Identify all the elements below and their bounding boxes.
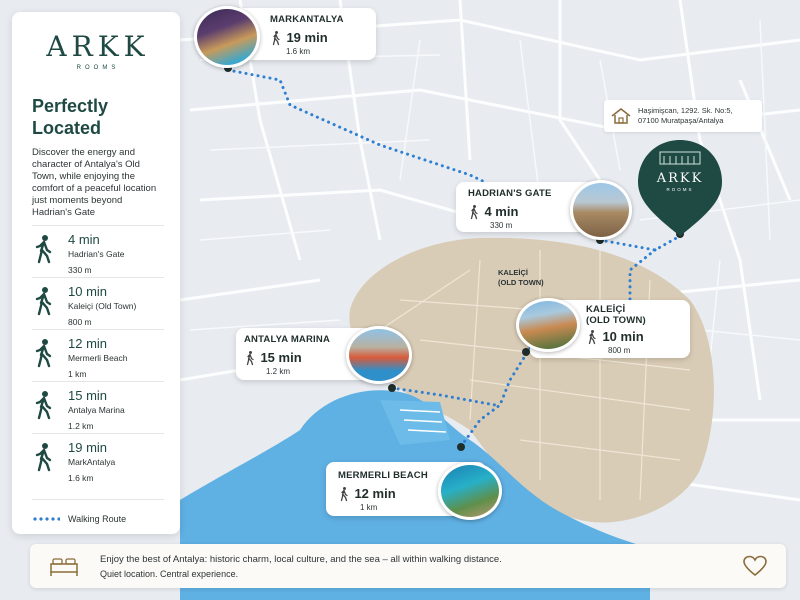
footer-bar (30, 544, 786, 588)
destination-distance: 1.2 km (68, 421, 94, 431)
destination-distance: 1.6 km (68, 473, 94, 483)
destination-time: 12 min (68, 336, 108, 351)
walking-person-icon (338, 486, 350, 502)
destination-name: MarkAntalya (68, 457, 116, 467)
district-label-line1: KALEİÇİ (498, 268, 528, 277)
address-line2: 07100 Muratpaşa/Antalya (638, 116, 724, 125)
brand-logo: ARKK (46, 30, 150, 63)
destination-item[interactable] (32, 381, 164, 433)
destination-name: Hadrian's Gate (68, 249, 125, 259)
callout-distance: 330 m (490, 221, 513, 230)
heart-icon[interactable] (742, 555, 768, 577)
destination-name: Mermerli Beach (68, 353, 128, 363)
walking-person-icon (32, 338, 56, 368)
destination-name: Antalya Marina (68, 405, 125, 415)
callout-distance: 1 km (360, 503, 378, 512)
photo-hadrians-gate (570, 180, 632, 240)
photo-mermerli-beach (438, 462, 502, 520)
photo-markantalya (194, 6, 260, 68)
district-label (498, 268, 544, 288)
destination-item[interactable] (32, 329, 164, 381)
callout-name: HADRIAN'S GATE (468, 188, 552, 199)
footer-line1: Enjoy the best of Antalya: historic charm, local culture, and the sea – all within walking distance. (100, 553, 502, 565)
callout-distance: 1.2 km (266, 367, 291, 376)
walking-person-icon (468, 204, 480, 220)
callout-time: 10 min (602, 329, 644, 344)
walking-person-icon (586, 329, 598, 345)
footer-line2: Quiet location. Central experience. (100, 568, 239, 579)
callout-name-line1: KALEİÇİ (586, 304, 626, 315)
walking-person-icon (270, 30, 282, 46)
callout-distance: 1.6 km (286, 47, 311, 56)
destination-time: 19 min (68, 440, 108, 455)
callout-distance: 800 m (608, 346, 631, 355)
destination-distance: 1 km (68, 369, 87, 379)
legend-label: Walking Route (68, 514, 127, 524)
walking-person-icon (32, 286, 56, 316)
photo-kaleici (516, 298, 580, 352)
panel-description: Discover the energy and character of Antalya's Old Town, while enjoying the comfort of a peaceful location just moments beyond Hadrian's Gate (32, 147, 157, 218)
destination-time: 15 min (68, 388, 108, 403)
address-box (604, 100, 762, 132)
walking-person-icon (32, 442, 56, 472)
callout-name: ANTALYA MARINA (244, 334, 331, 345)
callout-name: MARKANTALYA (270, 14, 344, 25)
destination-item[interactable] (32, 225, 164, 277)
destination-time: 10 min (68, 284, 108, 299)
panel-headline: Perfectly Located (32, 96, 109, 138)
callout-name-line2: (OLD TOWN) (586, 315, 646, 326)
legend (32, 499, 164, 524)
photo-antalya-marina (346, 326, 412, 384)
pin-brand-tagline: ROOMS (666, 187, 694, 192)
info-panel (12, 12, 180, 534)
walking-person-icon (32, 390, 56, 420)
pin-label (650, 171, 710, 192)
destination-item[interactable] (32, 277, 164, 329)
district-label-line2: (OLD TOWN) (498, 278, 544, 287)
pin-brand-name: ARKK (656, 171, 704, 186)
walking-person-icon (244, 350, 256, 366)
destination-list (32, 225, 164, 485)
destination-distance: 800 m (68, 317, 92, 327)
destination-item[interactable] (32, 433, 164, 485)
callout-time: 19 min (286, 30, 328, 45)
destination-name: Kaleiçi (Old Town) (68, 301, 137, 311)
walking-route-legend-swatch (32, 517, 60, 521)
callout-time: 15 min (260, 350, 302, 365)
destination-time: 4 min (68, 232, 100, 247)
house-icon (610, 107, 632, 125)
brand-tagline: ROOMS (76, 65, 120, 71)
callout-time: 4 min (484, 204, 519, 219)
address-line1: Haşimişcan, 1292. Sk. No:5, (638, 106, 733, 115)
callout-time: 12 min (354, 486, 396, 501)
bed-icon (48, 554, 80, 578)
walking-person-icon (32, 234, 56, 264)
callout-name: MERMERLI BEACH (338, 470, 428, 481)
destination-distance: 330 m (68, 265, 92, 275)
